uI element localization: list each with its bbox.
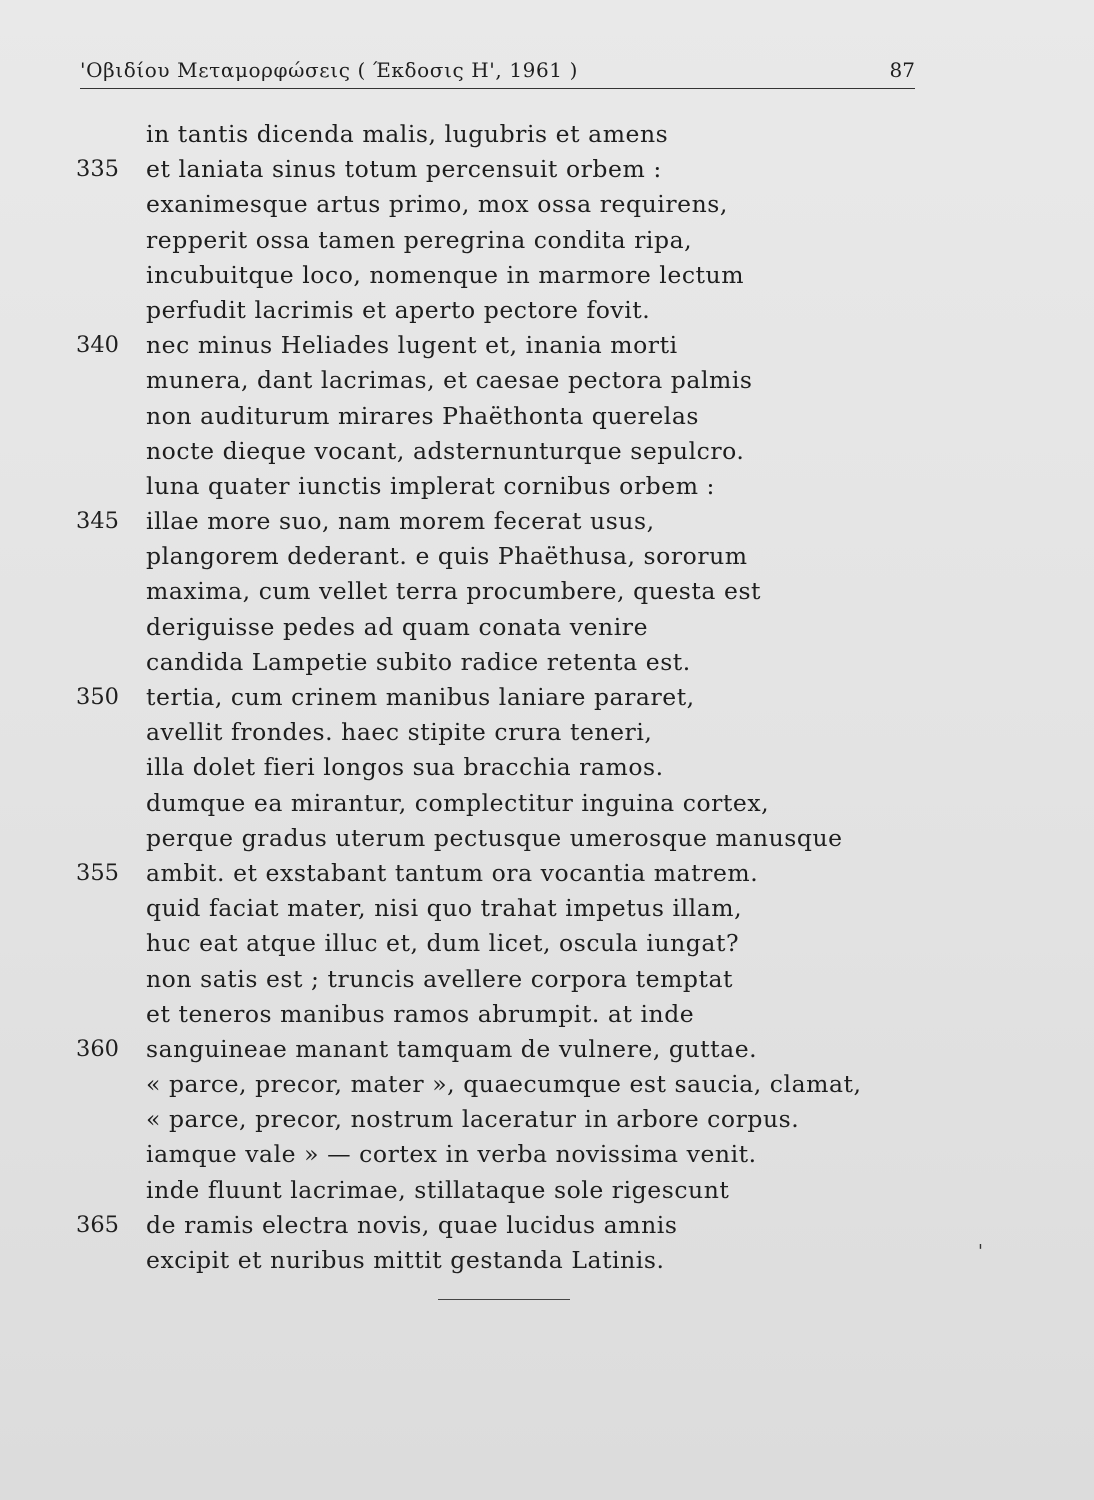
verse-text: munera, dant lacrimas, et caesae pectora palmis <box>146 366 753 395</box>
verse-text: excipit et nuribus mittit gestanda Latinis. <box>146 1246 665 1274</box>
end-rule-divider <box>438 1299 570 1300</box>
verse-text: exanimesque artus primo, mox ossa requirens, <box>146 190 728 219</box>
verse-line <box>0 926 1000 961</box>
verse-line <box>0 821 1000 856</box>
verse-text: non satis est ; truncis avellere corpora temptat <box>146 964 734 993</box>
verse-text: luna quater iunctis implerat cornibus orbem : <box>146 471 716 500</box>
verse-line <box>0 1208 1000 1243</box>
verse-text: « parce, precor, mater », quaecumque est saucia, clamat, <box>146 1070 862 1099</box>
page-number: 87 <box>889 58 915 82</box>
line-number: 360 <box>76 1035 119 1062</box>
line-number: 340 <box>76 332 119 359</box>
verse-line <box>0 1243 1000 1278</box>
line-number: 350 <box>76 684 119 710</box>
verse-line <box>0 223 1000 258</box>
verse-line <box>0 363 1000 398</box>
verse-text: incubuitque loco, nomenque in marmore lectum <box>146 260 745 289</box>
line-number: 365 <box>76 1211 119 1238</box>
verse-line <box>0 258 1000 293</box>
verse-line <box>0 856 1000 891</box>
verse-line <box>0 1173 1000 1208</box>
verse-text: quid faciat mater, nisi quo trahat impetus illam, <box>146 894 743 923</box>
verse-text: et teneros manibus ramos abrumpit. at inde <box>146 999 695 1028</box>
stray-mark: ' <box>978 1241 983 1262</box>
verse-line <box>0 1032 1000 1067</box>
line-number: 335 <box>76 156 119 183</box>
verse-text: de ramis electra novis, quae lucidus amnis <box>146 1210 678 1239</box>
verse-line <box>0 187 1000 222</box>
verse-line <box>0 399 1000 434</box>
verse-text: ambit. et exstabant tantum ora vocantia matrem. <box>146 858 759 887</box>
verse-text: non auditurum mirares Phaëthonta querelas <box>146 401 700 430</box>
verse-text: perque gradus uterum pectusque umerosque manusque <box>146 823 843 852</box>
verse-text: iamque vale » — cortex in verba novissima venit. <box>146 1140 757 1169</box>
verse-line <box>0 328 1000 363</box>
verse-line <box>0 750 1000 785</box>
line-number: 345 <box>76 508 119 535</box>
verse-text: huc eat atque illuc et, dum licet, oscula iungat? <box>146 929 740 958</box>
verse-line <box>0 1067 1000 1102</box>
verse-text: tertia, cum crinem manibus laniare pararet, <box>146 683 695 711</box>
verse-text: illae more suo, nam morem fecerat usus, <box>146 507 655 536</box>
verse-text: illa dolet fieri longos sua bracchia ramos. <box>146 753 664 782</box>
verse-line <box>0 117 1000 152</box>
verse-text: avellit frondes. haec stipite crura teneri, <box>146 718 653 747</box>
verse-line <box>0 152 1000 187</box>
verse-line <box>0 469 1000 504</box>
verse-text: nec minus Heliades lugent et, inania morti <box>146 331 678 360</box>
verse-text: nocte dieque vocant, adsternunturque sepulcro. <box>146 436 745 465</box>
verse-text: repperit ossa tamen peregrina condita ripa, <box>146 225 693 254</box>
running-title: 'Οβιδίου Μεταμορφώσεις ( Έκδοσις Η', 1961 ) <box>80 58 578 82</box>
verse-text: in tantis dicenda malis, lugubris et amens <box>146 120 669 148</box>
verse-line <box>0 574 1000 609</box>
verse-line <box>0 786 1000 821</box>
verse-text: inde fluunt lacrimae, stillataque sole rigescunt <box>146 1175 730 1204</box>
verse-text: maxima, cum vellet terra procumbere, questa est <box>146 577 762 606</box>
verse-text: perfudit lacrimis et aperto pectore fovit. <box>146 295 651 324</box>
verse-line <box>0 504 1000 539</box>
verse-line <box>0 539 1000 574</box>
verse-line <box>0 997 1000 1032</box>
verse-line <box>0 434 1000 469</box>
verse-line <box>0 715 1000 750</box>
verse-line <box>0 891 1000 926</box>
verse-line <box>0 293 1000 328</box>
verse-text: et laniata sinus totum percensuit orbem : <box>146 155 662 184</box>
verse-text: candida Lampetie subito radice retenta est. <box>146 647 691 676</box>
line-number: 355 <box>76 859 119 886</box>
verse-line <box>0 680 1000 715</box>
running-header <box>80 56 915 89</box>
verse-line <box>0 610 1000 645</box>
verse-text: « parce, precor, nostrum laceratur in arbore corpus. <box>146 1105 800 1134</box>
verse-line <box>0 1102 1000 1137</box>
verse-text: plangorem dederant. e quis Phaëthusa, sororum <box>146 542 748 571</box>
verse-line <box>0 645 1000 680</box>
verse-line <box>0 962 1000 997</box>
verse-text: dumque ea mirantur, complectitur inguina cortex, <box>146 788 770 817</box>
verse-line <box>0 1137 1000 1172</box>
verse-text: sanguineae manant tamquam de vulnere, guttae. <box>146 1034 758 1063</box>
verse-text: deriguisse pedes ad quam conata venire <box>146 612 649 641</box>
poem-text <box>0 117 1000 1278</box>
